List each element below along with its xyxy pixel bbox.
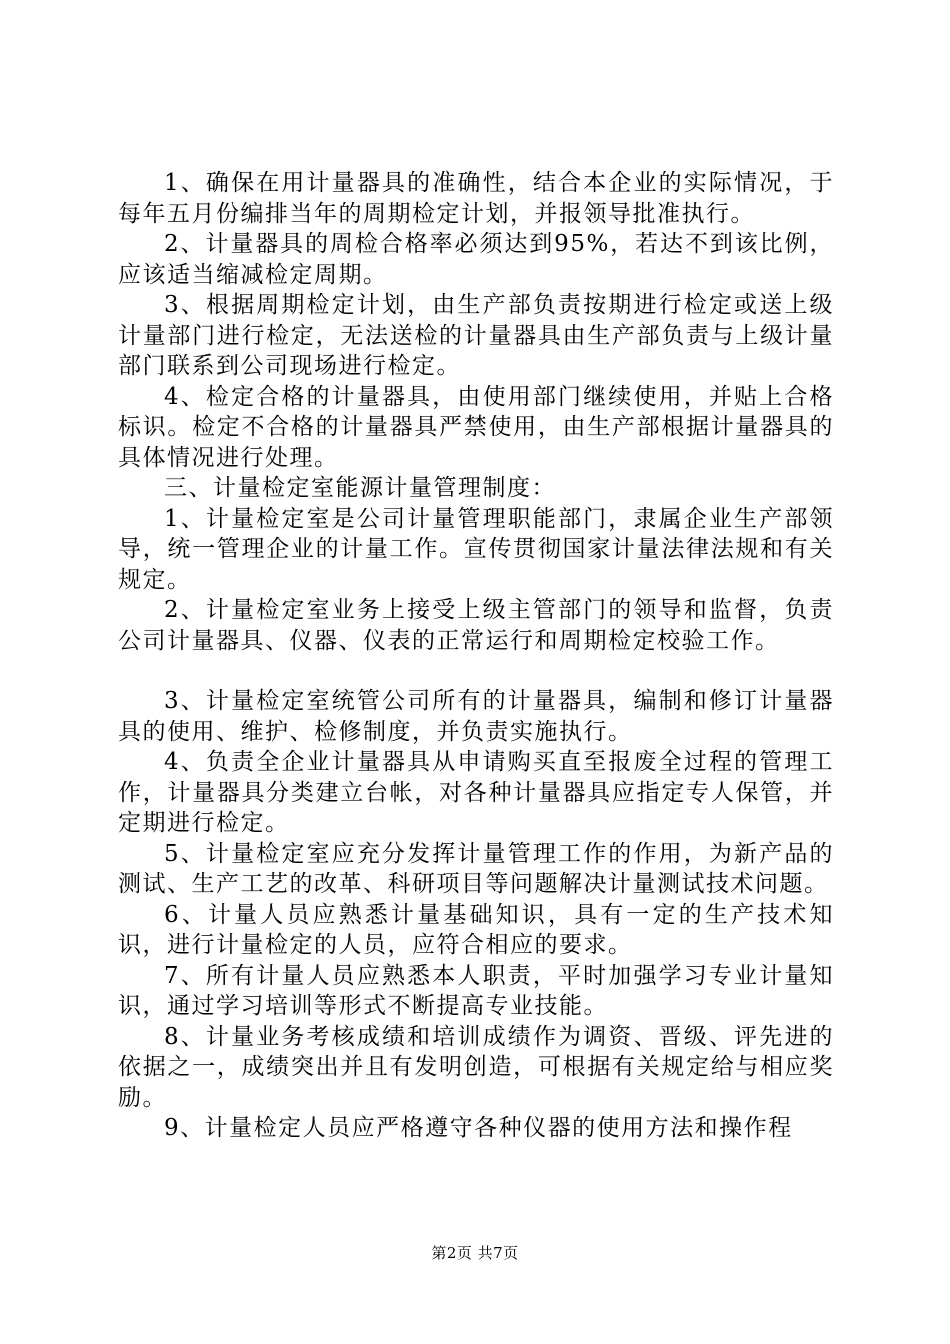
paragraph-13: 8、计量业务考核成绩和培训成绩作为调资、晋级、评先进的依据之一，成绩突出并且有发明创造，可根据有关规定给与相应奖励。 bbox=[118, 1023, 834, 1111]
paragraph-9: 4、负责全企业计量器具从申请购买直至报废全过程的管理工作，计量器具分类建立台帐，对各种计量器具应指定专人保管，并定期进行检定。 bbox=[118, 749, 834, 836]
paragraph-3: 3、根据周期检定计划，由生产部负责按期进行检定或送上级计量部门进行检定，无法送检的计量器具由生产部负责与上级计量部门联系到公司现场进行检定。 bbox=[118, 292, 834, 379]
page-number: 第2页 共7页 bbox=[431, 1244, 519, 1262]
paragraph-8: 3、计量检定室统管公司所有的计量器具，编制和修订计量器具的使用、维护、检修制度，并负责实施执行。 bbox=[118, 688, 834, 745]
paragraph-11: 6、计量人员应熟悉计量基础知识，具有一定的生产技术知识，进行计量检定的人员，应符合相应的要求。 bbox=[118, 901, 834, 958]
paragraph-14: 9、计量检定人员应严格遵守各种仪器的使用方法和操作程 bbox=[164, 1115, 793, 1141]
paragraph-7: 2、计量检定室业务上接受上级主管部门的领导和监督，负责公司计量器具、仪器、仪表的正常运行和周期检定校验工作。 bbox=[118, 597, 834, 654]
paragraph-1: 1、确保在用计量器具的准确性，结合本企业的实际情况，于每年五月份编排当年的周期检定计划，并报领导批准执行。 bbox=[118, 170, 834, 227]
paragraph-10: 5、计量检定室应充分发挥计量管理工作的作用，为新产品的测试、生产工艺的改革、科研项目等问题解决计量测试技术问题。 bbox=[118, 840, 834, 897]
paragraph-4: 4、检定合格的计量器具，由使用部门继续使用，并贴上合格标识。检定不合格的计量器具严禁使用，由生产部根据计量器具的具体情况进行处理。 bbox=[118, 383, 834, 471]
section-heading: 三、计量检定室能源计量管理制度： bbox=[164, 475, 556, 501]
paragraph-6: 1、计量检定室是公司计量管理职能部门，隶属企业生产部领导，统一管理企业的计量工作。宣传贯彻国家计量法律法规和有关规定。 bbox=[118, 505, 834, 593]
paragraph-12: 7、所有计量人员应熟悉本人职责，平时加强学习专业计量知识，通过学习培训等形式不断提高专业技能。 bbox=[118, 962, 834, 1019]
document-body bbox=[118, 168, 834, 1144]
paragraph-2: 2、计量器具的周检合格率必须达到95%，若达不到该比例，应该适当缩减检定周期。 bbox=[118, 231, 834, 288]
